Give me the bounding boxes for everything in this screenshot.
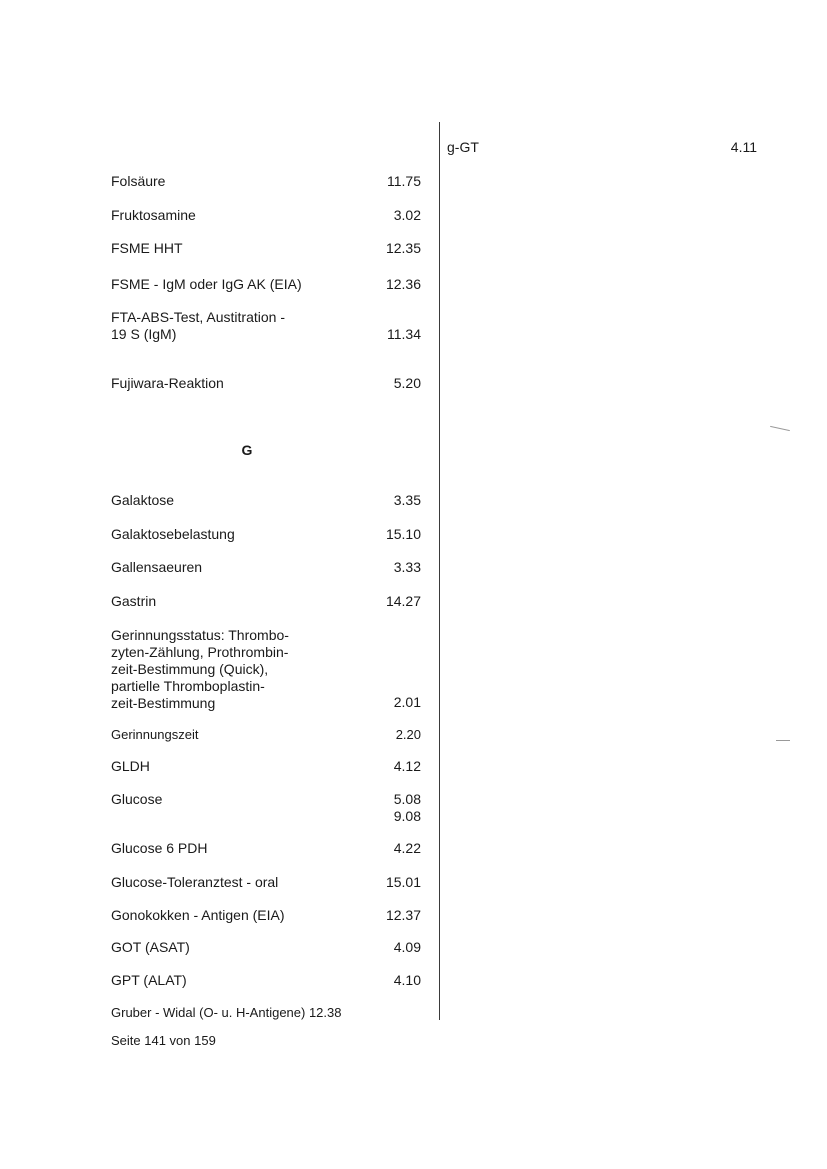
entry-term: FTA-ABS-Test, Austitration - 19 S (IgM) <box>111 309 286 342</box>
entry-value: 15.10 <box>385 526 421 542</box>
entry-value: 2.20 <box>395 727 421 742</box>
entry-term: FSME - IgM oder IgG AK (EIA) <box>111 276 302 292</box>
entry-value: 3.02 <box>393 207 421 223</box>
scan-mark <box>770 426 790 431</box>
entry-term: Galaktosebelastung <box>111 526 235 542</box>
entry-value: 3.33 <box>393 559 421 575</box>
entry-term: Gerinnungsstatus: Thrombo- zyten-Zählung, Prothrombin- zeit-Bestimmung (Quick), partielle Thromboplastin- zeit-Bestimmung <box>111 627 289 711</box>
entry-value: 4.10 <box>393 972 421 988</box>
entry-term: Galaktose <box>111 492 175 508</box>
entry-term: g-GT <box>447 139 479 155</box>
entry-term: Folsäure <box>111 173 166 189</box>
entry-value: 5.08 9.08 <box>393 791 421 824</box>
page-footer: Seite 141 von 159 <box>111 1033 216 1048</box>
entry-value: 11.75 <box>387 173 421 189</box>
entry-value: 3.35 <box>393 492 421 508</box>
entry-term: Glucose 6 PDH <box>111 840 208 856</box>
entry-term: Glucose-Toleranztest - oral <box>111 874 279 890</box>
last-entry-line: Gruber - Widal (O- u. H-Antigene) 12.38 <box>111 1005 342 1020</box>
entry-term: Glucose <box>111 791 163 807</box>
entry-term: Fujiwara-Reaktion <box>111 375 224 391</box>
entry-value: 2.01 <box>393 694 421 710</box>
entry-value: 4.09 <box>393 939 421 955</box>
entry-value: 5.20 <box>393 375 421 391</box>
entry-value: 12.35 <box>385 240 421 256</box>
scan-mark <box>776 740 790 741</box>
entry-term: GLDH <box>111 758 150 774</box>
entry-value: 14.27 <box>385 593 421 609</box>
entry-value: 4.11 <box>730 139 757 155</box>
entry-term: Gerinnungszeit <box>111 727 199 742</box>
entry-term: Gastrin <box>111 593 157 609</box>
entry-term: FSME HHT <box>111 240 183 256</box>
entry-term: Gonokokken - Antigen (EIA) <box>111 907 285 923</box>
entry-value: 12.36 <box>385 276 421 292</box>
entry-value: 15.01 <box>385 874 421 890</box>
entry-term: GOT (ASAT) <box>111 939 190 955</box>
entry-term: Gallensaeuren <box>111 559 203 575</box>
entry-value: 11.34 <box>387 326 421 342</box>
column-divider <box>439 122 440 1020</box>
entry-term: Fruktosamine <box>111 207 196 223</box>
entry-value: 12.37 <box>385 907 421 923</box>
entry-term: GPT (ALAT) <box>111 972 187 988</box>
section-heading: G <box>241 442 253 458</box>
entry-value: 4.22 <box>393 840 421 856</box>
entry-value: 4.12 <box>393 758 421 774</box>
